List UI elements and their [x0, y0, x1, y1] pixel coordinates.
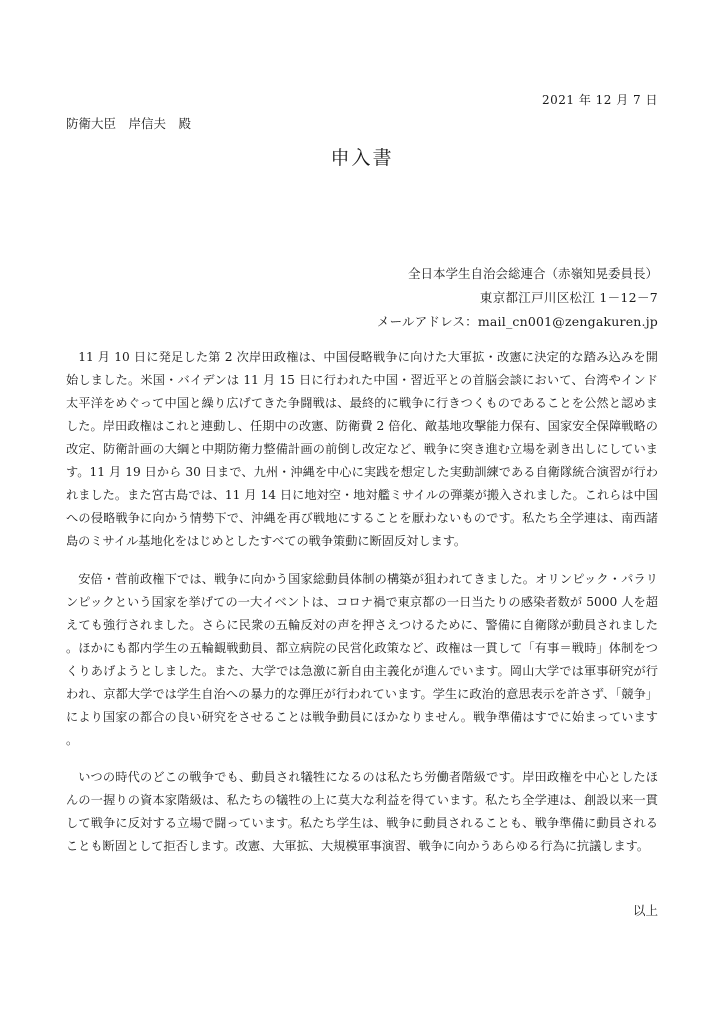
body-paragraph: 安倍・菅前政権下では、戦争に向かう国家総動員体制の構築が狙われてきました。オリンピック・パラリンピックという国家を挙げての一大イベントは、コロナ禍で東京都の一日当たりの感染者数が 5000 人を超えても強行されました。さらに民衆の五輪反対の声を押さえつけるために、警備に自衛隊が動員されました。ほかにも都内学生の五輪観戦動員、都立病院の民営化政策など、政権は一貫して「有事＝戦時」体制をつくりあげようとしました。また、大学では急激に新自由主義化が進んでいます。岡山大学では軍事研究が行われ、京都大学では学生自治への暴力的な弾圧が行われています。学生に政治的意思表示を許さず、「競争」により国家の都合の良い研究をさせることは戦争動員にほかなりません。戦争準備はすでに始まっています。: [66, 572, 658, 747]
body-paragraph: 11 月 10 日に発足した第 2 次岸田政権は、中国侵略戦争に向けた大軍拡・改憲に決定的な踏み込みを開始しました。米国・バイデンは 11 月 15 日に行われた中国・習近平との首脳会談において、台湾やインド太平洋をめぐって中国と繰り広げてきた争闘戦は、最終的に戦争に行きつくものであることを公然と認めました。岸田政権はこれと連動し、任期中の改憲、防衛費 2 倍化、敵基地攻撃能力保有、国家安全保障戦略の改定、防衛計画の大綱と中期防衛力整備計画の前倒し改定など、戦争に突き進む立場を剥き出しにしています。11 月 19 日から 30 日まで、九州・沖縄を中心に実践を想定した実動訓練である自衛隊統合演習が行われました。また宮古島では、11 月 14 日に地対空・地対艦ミサイルの弾薬が搬入されました。これらは中国への侵略戦争に向かう情勢下で、沖縄を再び戦地にすることを厭わないものです。私たち全学連は、南西諸島のミサイル基地化をはじめとしたすべての戦争策動に断固反対します。: [66, 350, 658, 548]
closing-remark: 以上: [632, 903, 658, 918]
sender-email: メールアドレス：mail_cn001@zengakuren.jp: [376, 314, 658, 329]
sender-address: 東京都江戸川区松江 1－12－7: [479, 290, 658, 305]
body-paragraph: いつの時代のどこの戦争でも、動員され犠牲になるのは私たち労働者階級です。岸田政権を中心としたほんの一握りの資本家階級は、私たちの犠牲の上に莫大な利益を得ています。私たち全学連は、創設以来一貫して戦争に反対する立場で闘っています。私たち学生は、戦争に動員されることも、戦争準備に動員されることも断固として拒否します。改憲、大軍拡、大規模軍事演習、戦争に向かうあらゆる行為に抗議します。: [66, 770, 658, 853]
sender-organization: 全日本学生自治会総連合（赤嶺知晃委員長）: [407, 266, 658, 281]
addressee: 防衛大臣 岸信夫 殿: [66, 116, 192, 131]
document-date: 2021 年 12 月 7 日: [541, 93, 658, 107]
document-title: 申入書: [330, 147, 394, 169]
